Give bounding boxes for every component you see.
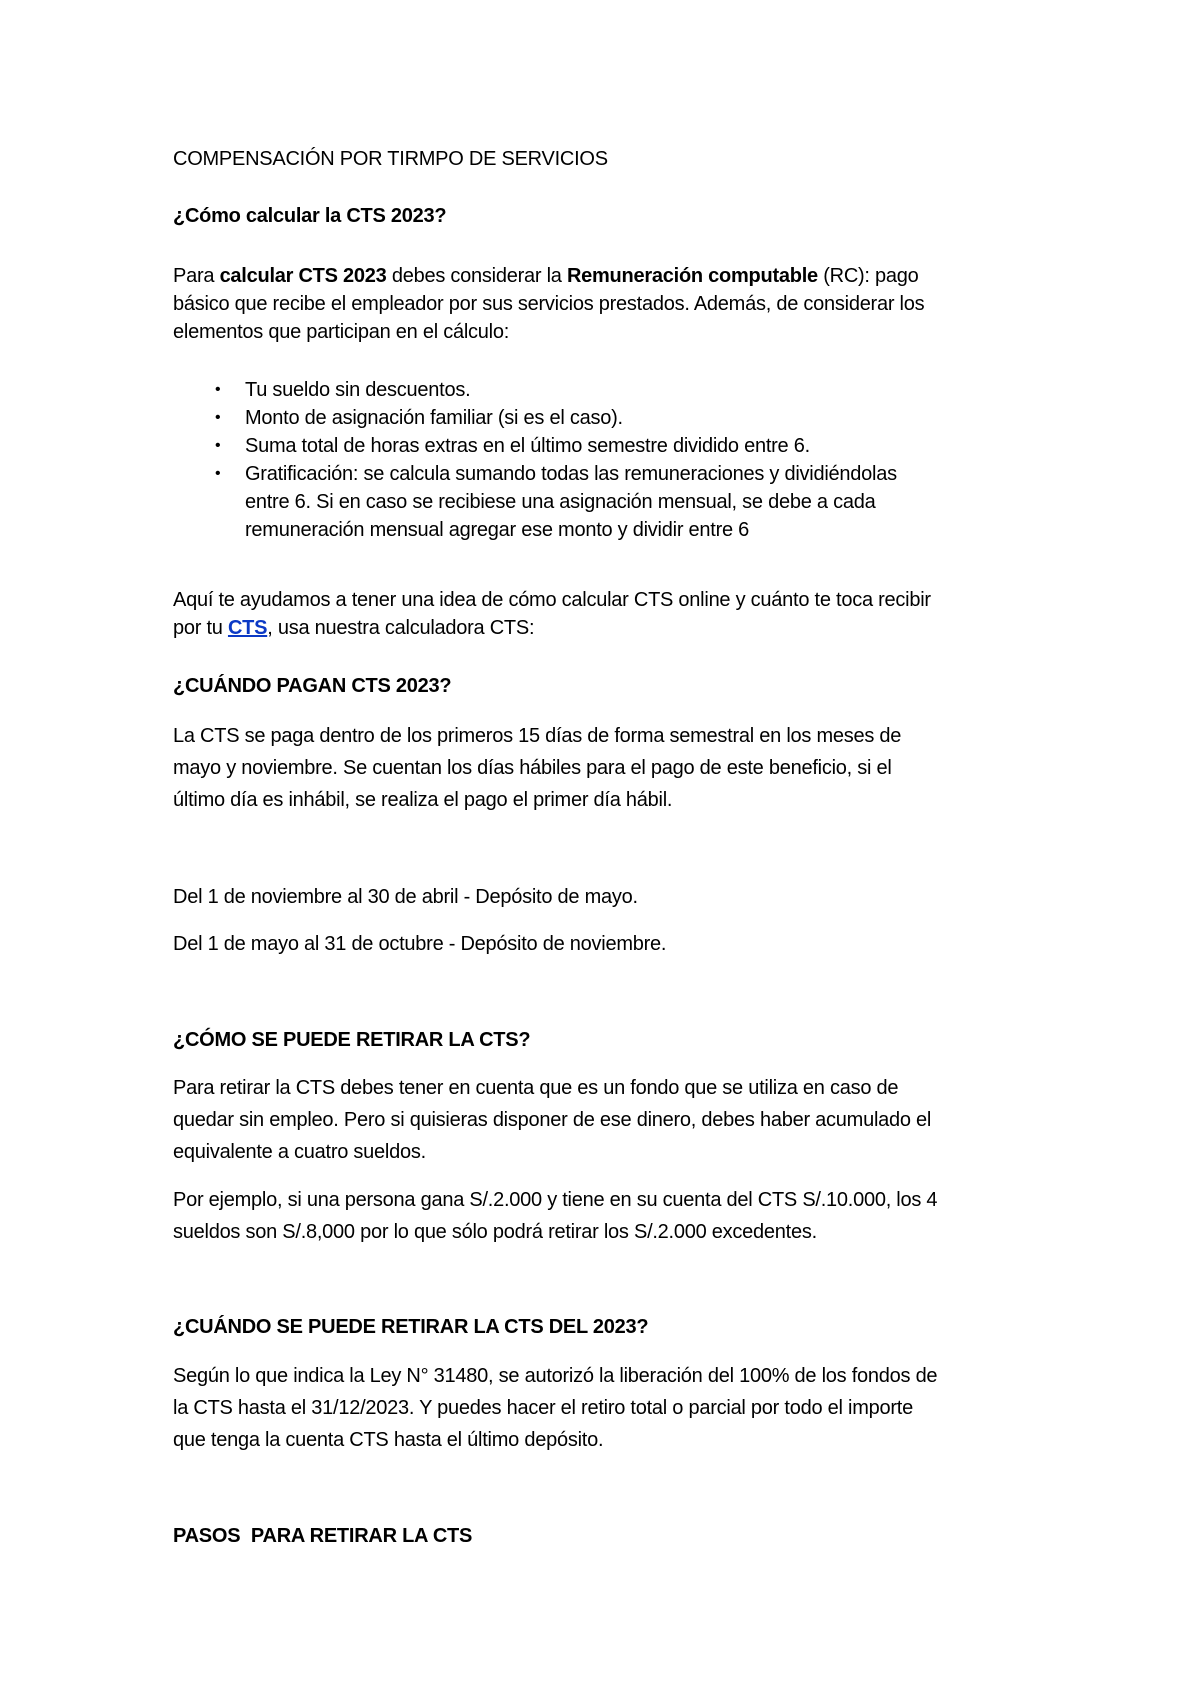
ejemplo-line-1: Por ejemplo, si una persona gana S/.2.000 y tiene en su cuenta del CTS S/.10.000, los 4 [173, 1189, 938, 1211]
intro-bold-text: Remuneración computable [566, 265, 818, 287]
heading-pasos: PASOS PARA RETIRAR LA CTS [173, 1525, 473, 1547]
list-item: Gratificación: se calcula sumando todas las remuneraciones y dividiéndolas [245, 463, 897, 485]
list-item: Monto de asignación familiar (si es el caso). [245, 407, 623, 429]
retirar-line-3: equivalente a cuatro sueldos. [173, 1141, 426, 1163]
retirar-line-2: quedar sin empleo. Pero si quisieras disponer de ese dinero, debes haber acumulado el [173, 1109, 932, 1131]
ley-line-3: que tenga la cuenta CTS hasta el último depósito. [173, 1429, 604, 1451]
list-item: Tu sueldo sin descuentos. [245, 379, 471, 401]
heading-como-calcular: ¿Cómo calcular la CTS 2023? [173, 205, 447, 227]
intro-text: (RC): pago [817, 265, 919, 287]
periodo-mayo: Del 1 de noviembre al 30 de abril - Depósito de mayo. [173, 886, 638, 908]
intro-text: Para [173, 265, 220, 287]
heading-cuando-retirar: ¿CUÁNDO SE PUEDE RETIRAR LA CTS DEL 2023? [173, 1316, 649, 1338]
calculator-intro-text: , usa nuestra calculadora CTS: [267, 617, 535, 639]
bullet-marker: • [215, 465, 221, 482]
bullet-marker: • [215, 381, 221, 398]
heading-como-retirar: ¿CÓMO SE PUEDE RETIRAR LA CTS? [173, 1029, 531, 1051]
pagan-line-1: La CTS se paga dentro de los primeros 15 días de forma semestral en los meses de [173, 725, 902, 747]
ley-line-2: la CTS hasta el 31/12/2023. Y puedes hacer el retiro total o parcial por todo el importe [173, 1397, 913, 1419]
heading-cuando-pagan: ¿CUÁNDO PAGAN CTS 2023? [173, 675, 452, 697]
retirar-line-1: Para retirar la CTS debes tener en cuenta que es un fondo que se utiliza en caso de [173, 1077, 899, 1099]
bullet-marker: • [215, 437, 221, 454]
calculator-intro-line-1: Aquí te ayudamos a tener una idea de cómo calcular CTS online y cuánto te toca recibir [173, 589, 931, 611]
ley-line-1: Según lo que indica la Ley N° 31480, se autorizó la liberación del 100% de los fondos de [173, 1365, 938, 1387]
intro-line-1 [173, 262, 1053, 290]
intro-text: debes considerar la [386, 265, 567, 287]
pagan-line-3: último día es inhábil, se realiza el pago el primer día hábil. [173, 789, 673, 811]
intro-bold-text: calcular CTS 2023 [219, 265, 387, 287]
calculator-intro-line-2 [173, 614, 1053, 642]
pagan-line-2: mayo y noviembre. Se cuentan los días hábiles para el pago de este beneficio, si el [173, 757, 892, 779]
intro-line-3: elementos que participan en el cálculo: [173, 321, 510, 343]
document-title: COMPENSACIÓN POR TIRMPO DE SERVICIOS [173, 148, 608, 170]
list-item-continuation: entre 6. Si en caso se recibiese una asignación mensual, se debe a cada [245, 491, 876, 513]
periodo-noviembre: Del 1 de mayo al 31 de octubre - Depósito de noviembre. [173, 933, 667, 955]
bullet-marker: • [215, 409, 221, 426]
list-item-continuation: remuneración mensual agregar ese monto y dividir entre 6 [245, 519, 750, 541]
cts-link[interactable]: CTS [227, 617, 268, 639]
intro-line-2: básico que recibe el empleador por sus servicios prestados. Además, de considerar los [173, 293, 925, 315]
ejemplo-line-2: sueldos son S/.8,000 por lo que sólo podrá retirar los S/.2.000 excedentes. [173, 1221, 817, 1243]
list-item: Suma total de horas extras en el último semestre dividido entre 6. [245, 435, 810, 457]
calculator-intro-text: por tu [173, 617, 228, 639]
